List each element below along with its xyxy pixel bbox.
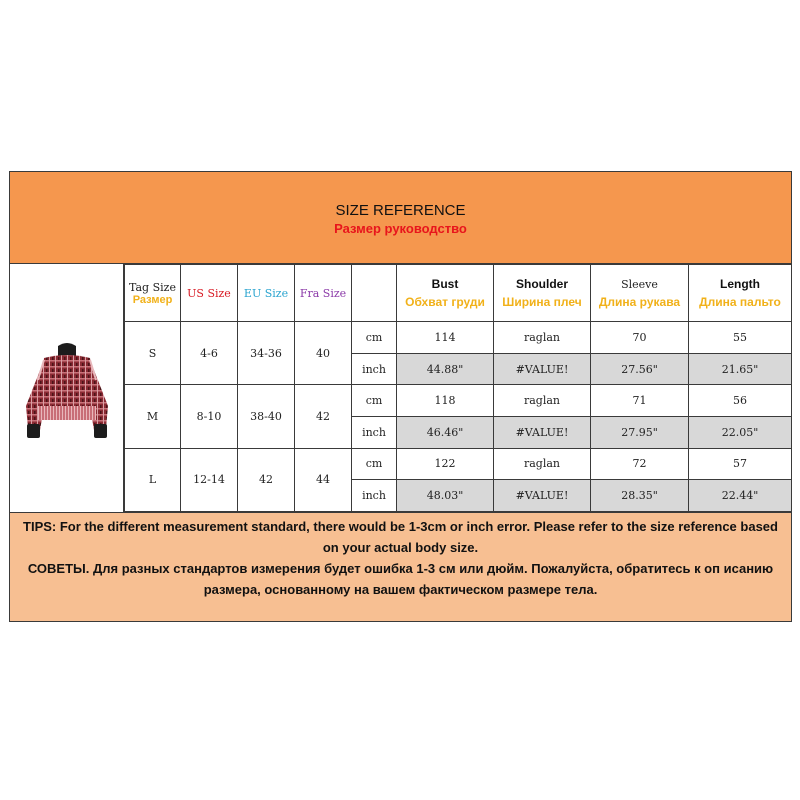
fra-size-cell: 42 [295, 385, 352, 448]
bust-inch-cell: 44.88" [397, 353, 494, 385]
sleeve-cm-cell: 72 [591, 448, 689, 480]
us-size-header [181, 265, 238, 322]
sleeve-header [591, 265, 689, 322]
us-size-cell: 4-6 [181, 322, 238, 385]
unit-cell-cm: cm [352, 322, 397, 354]
sleeve-inch-cell: 27.56" [591, 353, 689, 385]
eu-size-cell: 42 [238, 448, 295, 511]
sleeve-cm-cell: 71 [591, 385, 689, 417]
table-header-row [125, 265, 792, 322]
fra-size-header [295, 265, 352, 322]
length-header [689, 265, 792, 322]
length-label: Length [720, 277, 760, 292]
fra-size-cell: 40 [295, 322, 352, 385]
tag-size-label-ru: Размер [132, 293, 173, 306]
unit-cell-inch: inch [352, 417, 397, 449]
eu-size-cell: 34-36 [238, 322, 295, 385]
unit-header [352, 265, 397, 322]
unit-cell-cm: cm [352, 385, 397, 417]
eu-size-label: EU Size [243, 286, 289, 300]
sweater-image [10, 264, 123, 512]
tips-english: TIPS: For the different measurement standard, there would be 1-3cm or inch error. Please refer to the size reference based on your actual body size. [23, 519, 778, 555]
length-inch-cell: 22.05" [689, 417, 792, 449]
fra-size-label: Fra Size [299, 286, 347, 300]
shoulder-label-ru: Ширина плеч [502, 295, 582, 310]
tag-size-cell: M [125, 385, 181, 448]
bust-cm-cell: 118 [397, 385, 494, 417]
table-row [125, 322, 792, 354]
length-cm-cell: 57 [689, 448, 792, 480]
sleeve-inch-cell: 28.35" [591, 480, 689, 512]
shoulder-cm-cell: raglan [494, 385, 591, 417]
unit-cell-cm: cm [352, 448, 397, 480]
sleeve-inch-cell: 27.95" [591, 417, 689, 449]
bust-inch-cell: 46.46" [397, 417, 494, 449]
length-cm-cell: 55 [689, 322, 792, 354]
product-photo [10, 264, 124, 512]
tag-size-header [125, 265, 181, 322]
tag-size-cell: L [125, 448, 181, 511]
tips-russian: СОВЕТЫ. Для разных стандартов измерения будет ошибка 1-3 см или дюйм. Пожалуйста, обратитесь к оп исанию размера, основанному на вашем фактическом размере тела. [27, 561, 774, 597]
shoulder-inch-cell: #VALUE! [494, 417, 591, 449]
bust-label: Bust [431, 277, 459, 292]
unit-cell-inch: inch [352, 353, 397, 385]
sleeve-cm-cell: 70 [591, 322, 689, 354]
bust-inch-cell: 48.03" [397, 480, 494, 512]
table-row [125, 448, 792, 480]
sleeve-label-ru: Длина рукава [598, 294, 681, 309]
fra-size-cell: 44 [295, 448, 352, 511]
length-cm-cell: 56 [689, 385, 792, 417]
tag-size-cell: S [125, 322, 181, 385]
sleeve-label: Sleeve [621, 277, 658, 291]
length-inch-cell: 21.65" [689, 353, 792, 385]
shoulder-inch-cell: #VALUE! [494, 480, 591, 512]
unit-cell-inch: inch [352, 480, 397, 512]
shoulder-label: Shoulder [515, 277, 568, 292]
bust-label-ru: Обхват груди [405, 295, 485, 310]
chart-header [10, 172, 791, 264]
shoulder-cm-cell: raglan [494, 322, 591, 354]
chart-title: SIZE REFERENCE [335, 202, 466, 219]
eu-size-cell: 38-40 [238, 385, 295, 448]
tips-box [10, 512, 791, 621]
chart-subtitle: Размер руководство [334, 221, 467, 236]
eu-size-header [238, 265, 295, 322]
length-label-ru: Длина пальто [699, 295, 781, 310]
us-size-label: US Size [187, 286, 231, 300]
bust-header [397, 265, 494, 322]
size-table [124, 264, 792, 512]
shoulder-inch-cell: #VALUE! [494, 353, 591, 385]
length-inch-cell: 22.44" [689, 480, 792, 512]
us-size-cell: 12-14 [181, 448, 238, 511]
table-row [125, 385, 792, 417]
us-size-cell: 8-10 [181, 385, 238, 448]
shoulder-cm-cell: raglan [494, 448, 591, 480]
size-chart [9, 171, 792, 622]
bust-cm-cell: 122 [397, 448, 494, 480]
bust-cm-cell: 114 [397, 322, 494, 354]
tag-size-label: Tag Size [129, 280, 176, 294]
shoulder-header [494, 265, 591, 322]
